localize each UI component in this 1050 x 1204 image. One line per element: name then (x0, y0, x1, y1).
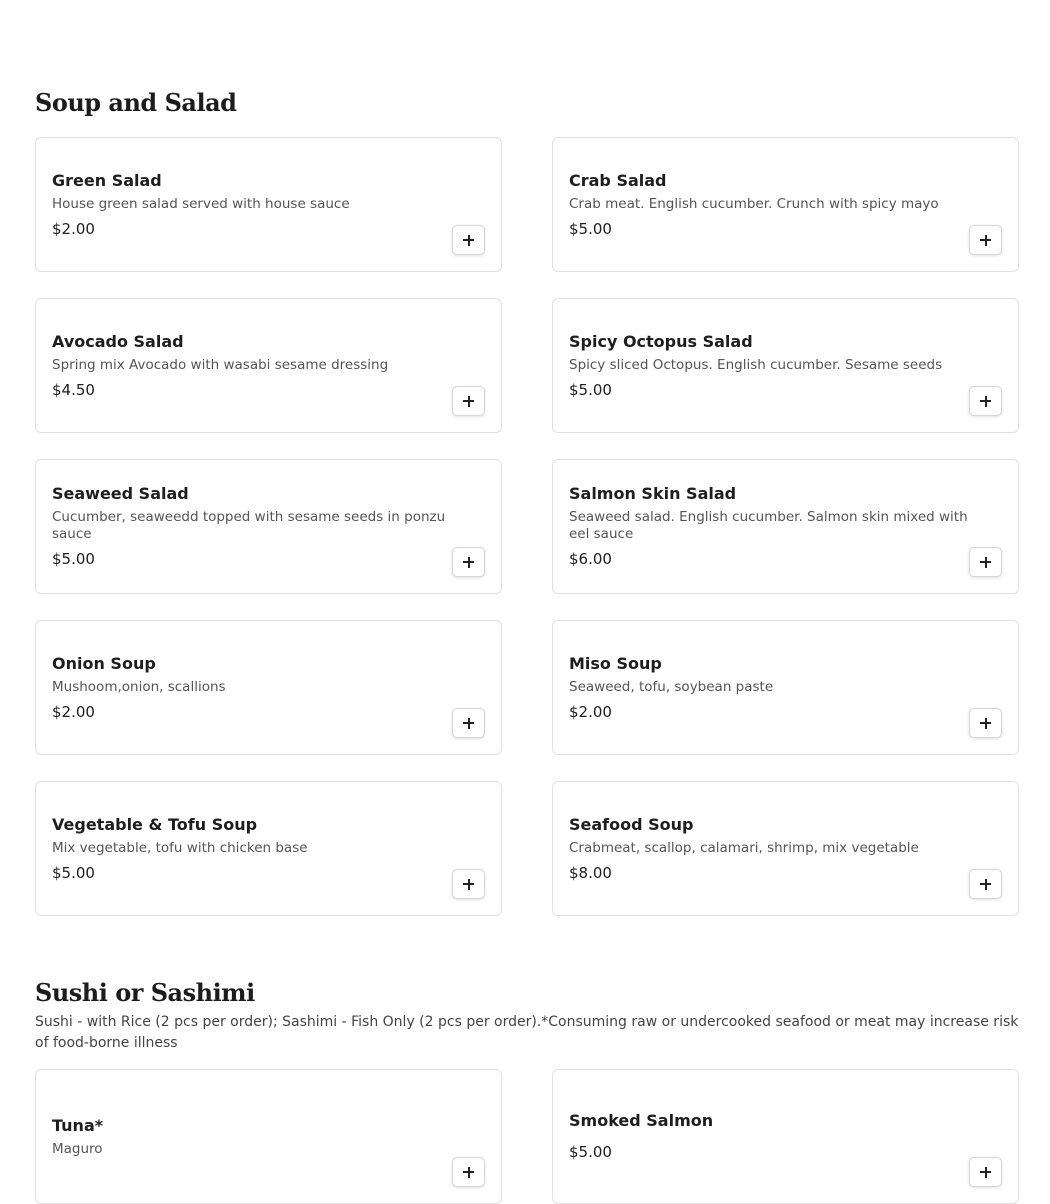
add-item-button[interactable] (969, 708, 1002, 738)
menu-item-description: Spring mix Avocado with wasabi sesame dressing (52, 356, 389, 373)
plus-icon (980, 557, 991, 568)
menu-item-card[interactable] (35, 459, 502, 594)
menu-item-name: Smoked Salmon (569, 1111, 714, 1130)
menu-item-price: $5.00 (52, 863, 95, 882)
menu-section-sushi-or-sashimi (35, 978, 1021, 1054)
menu-item-price: $5.00 (569, 1143, 612, 1161)
menu-item-name: Tuna* (52, 1115, 104, 1135)
menu-item-price: $4.50 (52, 380, 95, 399)
menu-item-card[interactable] (552, 1069, 1019, 1204)
menu-item-content (52, 621, 485, 754)
menu-item-price: $6.00 (569, 550, 612, 568)
menu-item-name: Spicy Octopus Salad (569, 331, 753, 351)
menu-item-name: Miso Soup (569, 653, 662, 673)
plus-icon (463, 1167, 474, 1178)
menu-item-content (52, 460, 485, 593)
menu-item-name: Crab Salad (569, 170, 667, 190)
plus-icon (463, 879, 474, 890)
menu-item-description: Seaweed, tofu, soybean paste (569, 678, 774, 695)
plus-icon (980, 235, 991, 246)
add-item-button[interactable] (452, 869, 485, 899)
menu-item-name: Seaweed Salad (52, 484, 189, 503)
add-item-button[interactable] (969, 225, 1002, 255)
add-item-button[interactable] (969, 386, 1002, 416)
menu-item-name: Salmon Skin Salad (569, 484, 737, 503)
menu-item-price: $2.00 (569, 702, 612, 721)
menu-item-content (52, 782, 485, 915)
menu-item-name: Vegetable & Tofu Soup (52, 814, 258, 834)
menu-item-description: Crab meat. English cucumber. Crunch with spicy mayo (569, 195, 939, 212)
menu-item-description: Maguro (52, 1140, 103, 1157)
menu-item-name: Seafood Soup (569, 814, 694, 834)
menu-item-description: Crabmeat, scallop, calamari, shrimp, mix vegetable (569, 839, 919, 856)
menu-item-price: $5.00 (52, 550, 95, 568)
section-description: Sushi - with Rice (2 pcs per order); Sashimi - Fish Only (2 pcs per order).*Consuming raw or undercooked seafood or meat may increase risk of food-borne illness (35, 1014, 1019, 1051)
plus-icon (463, 557, 474, 568)
add-item-button[interactable] (452, 708, 485, 738)
plus-icon (463, 718, 474, 729)
menu-item-card[interactable] (552, 781, 1019, 916)
plus-icon (463, 235, 474, 246)
menu-item-content (569, 460, 1002, 593)
menu-item-price: $2.00 (52, 702, 95, 721)
menu-item-name: Green Salad (52, 170, 162, 190)
plus-icon (980, 1167, 991, 1178)
menu-item-card[interactable] (35, 620, 502, 755)
menu-item-card[interactable] (552, 620, 1019, 755)
plus-icon (980, 879, 991, 890)
plus-icon (463, 396, 474, 407)
menu-item-price: $5.00 (569, 219, 612, 238)
menu-item-name: Onion Soup (52, 653, 156, 673)
menu-item-description: Mix vegetable, tofu with chicken base (52, 839, 308, 856)
menu-item-description: Mushoom,onion, scallions (52, 678, 226, 695)
menu-item-content (52, 299, 485, 432)
menu-item-card[interactable] (35, 1069, 502, 1204)
menu-item-content (569, 621, 1002, 754)
menu-item-card[interactable] (35, 781, 502, 916)
menu-item-description: House green salad served with house sauce (52, 195, 350, 212)
section-title: Sushi or Sashimi (35, 978, 255, 1007)
menu-item-description: Spicy sliced Octopus. English cucumber. Sesame seeds (569, 356, 943, 373)
menu-item-description: Cucumber, seaweedd topped with sesame seeds in ponzu sauce (52, 509, 446, 542)
add-item-button[interactable] (969, 1157, 1002, 1187)
menu-item-content (569, 1070, 1002, 1203)
menu-item-content (52, 138, 485, 271)
add-item-button[interactable] (452, 1157, 485, 1187)
add-item-button[interactable] (969, 547, 1002, 577)
menu-item-content (52, 1070, 485, 1203)
menu-item-name: Avocado Salad (52, 331, 184, 351)
menu-item-content (569, 138, 1002, 271)
add-item-button[interactable] (452, 225, 485, 255)
menu-item-card[interactable] (35, 137, 502, 272)
menu-item-content (569, 782, 1002, 915)
menu-item-content (569, 299, 1002, 432)
menu-item-card[interactable] (552, 137, 1019, 272)
menu-item-price: $8.00 (569, 863, 612, 882)
menu-item-card[interactable] (552, 298, 1019, 433)
menu-item-price: $5.00 (569, 380, 612, 399)
plus-icon (980, 718, 991, 729)
section-title: Soup and Salad (35, 88, 237, 117)
menu-item-card[interactable] (35, 298, 502, 433)
menu-item-description: Seaweed salad. English cucumber. Salmon skin mixed with eel sauce (569, 509, 968, 542)
menu-item-card[interactable] (552, 459, 1019, 594)
menu-item-price: $2.00 (52, 219, 95, 238)
add-item-button[interactable] (452, 547, 485, 577)
add-item-button[interactable] (452, 386, 485, 416)
menu-section-soup-and-salad (35, 88, 1021, 118)
plus-icon (980, 396, 991, 407)
add-item-button[interactable] (969, 869, 1002, 899)
